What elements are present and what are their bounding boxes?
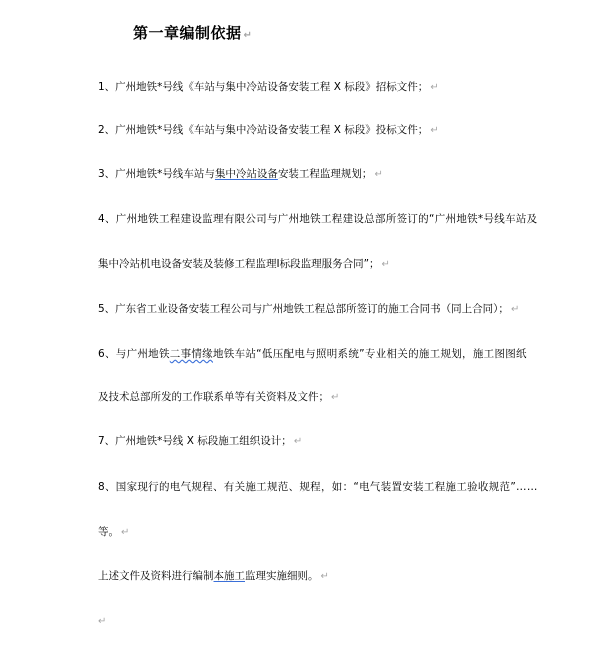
- basis-item-4-text-line-2: 集中冷站机电设备安装及装修工程监理Ⅰ标段监理服务合同”；: [98, 258, 380, 270]
- basis-item-8-text-line-2: 等。: [98, 526, 119, 538]
- paragraph-mark-icon: ↵: [320, 571, 329, 582]
- basis-item-3-text-post: 安装工程监理规划；: [277, 168, 373, 180]
- basis-item-5: [98, 302, 519, 317]
- basis-item-6-text-line-2: 及技术总部所发的工作联系单等有关资料及文件；: [98, 391, 329, 403]
- basis-item-1: [98, 80, 439, 95]
- basis-item-8-line-1: [98, 480, 538, 494]
- basis-item-6-text-pre: 6、与广州地铁: [98, 348, 170, 360]
- closing-paragraph: [98, 569, 329, 584]
- basis-item-2-text: 2、广州地铁*号线《车站与集中冷站设备安装工程 X 标段》投标文件；: [98, 124, 429, 136]
- chapter-title-text: 第一章编制依据: [133, 24, 242, 42]
- basis-item-8-line-2: [98, 525, 129, 540]
- paragraph-mark-icon: ↵: [430, 82, 439, 93]
- basis-item-3-text-pre: 3、广州地铁*号线车站与: [98, 168, 215, 180]
- basis-item-6-line-1: [98, 347, 527, 361]
- basis-item-5-text: 5、广东省工业设备安装工程公司与广州地铁工程总部所签订的施工合同书（同上合同）；: [98, 303, 509, 315]
- basis-item-3-underlined-text: 集中冷站设备: [214, 168, 278, 180]
- paragraph-mark-icon: ↵: [121, 527, 130, 538]
- paragraph-mark-icon: ↵: [430, 125, 439, 136]
- basis-item-3: [98, 167, 383, 182]
- basis-item-4-line-1: [98, 212, 537, 226]
- basis-item-4-line-2: [98, 257, 390, 272]
- basis-item-8-text-line-1: 8、国家现行的电气规程、有关施工规范、规程，如：“电气装置安装工程施工验收规范”……: [98, 481, 538, 493]
- paragraph-mark-icon: ↵: [293, 436, 303, 447]
- basis-item-6-underlined-text: 二事情缘: [169, 348, 213, 360]
- paragraph-mark-icon: ↵: [510, 304, 520, 315]
- basis-item-2: [98, 123, 439, 138]
- paragraph-mark-icon: ↵: [374, 169, 383, 180]
- paragraph-mark-icon: ↵: [381, 259, 390, 270]
- basis-item-4-text-line-1: 4、广州地铁工程建设监理有限公司与广州地铁工程建设总部所签订的“广州地铁*号线车站及: [98, 213, 538, 225]
- paragraph-mark-icon: ↵: [331, 392, 340, 403]
- paragraph-mark-icon: ↵: [243, 30, 253, 41]
- basis-item-6-text-post: 地铁车站“低压配电与照明系统”专业相关的施工规划，施工图图纸: [212, 348, 527, 360]
- basis-item-7: [98, 434, 302, 449]
- basis-item-1-text: 1、广州地铁*号线《车站与集中冷站设备安装工程 X 标段》招标文件；: [98, 81, 429, 93]
- empty-paragraph: [98, 614, 106, 629]
- closing-text-post: 监理实施细则。: [245, 570, 319, 582]
- closing-text-pre: 上述文件及资料进行编制: [98, 570, 214, 582]
- chapter-title: [133, 22, 252, 43]
- basis-item-7-text: 7、广州地铁*号线 X 标段施工组织设计；: [98, 435, 292, 447]
- basis-item-6-line-2: [98, 390, 339, 405]
- closing-underlined-text: 本施工: [213, 570, 245, 582]
- paragraph-mark-icon: ↵: [98, 616, 107, 627]
